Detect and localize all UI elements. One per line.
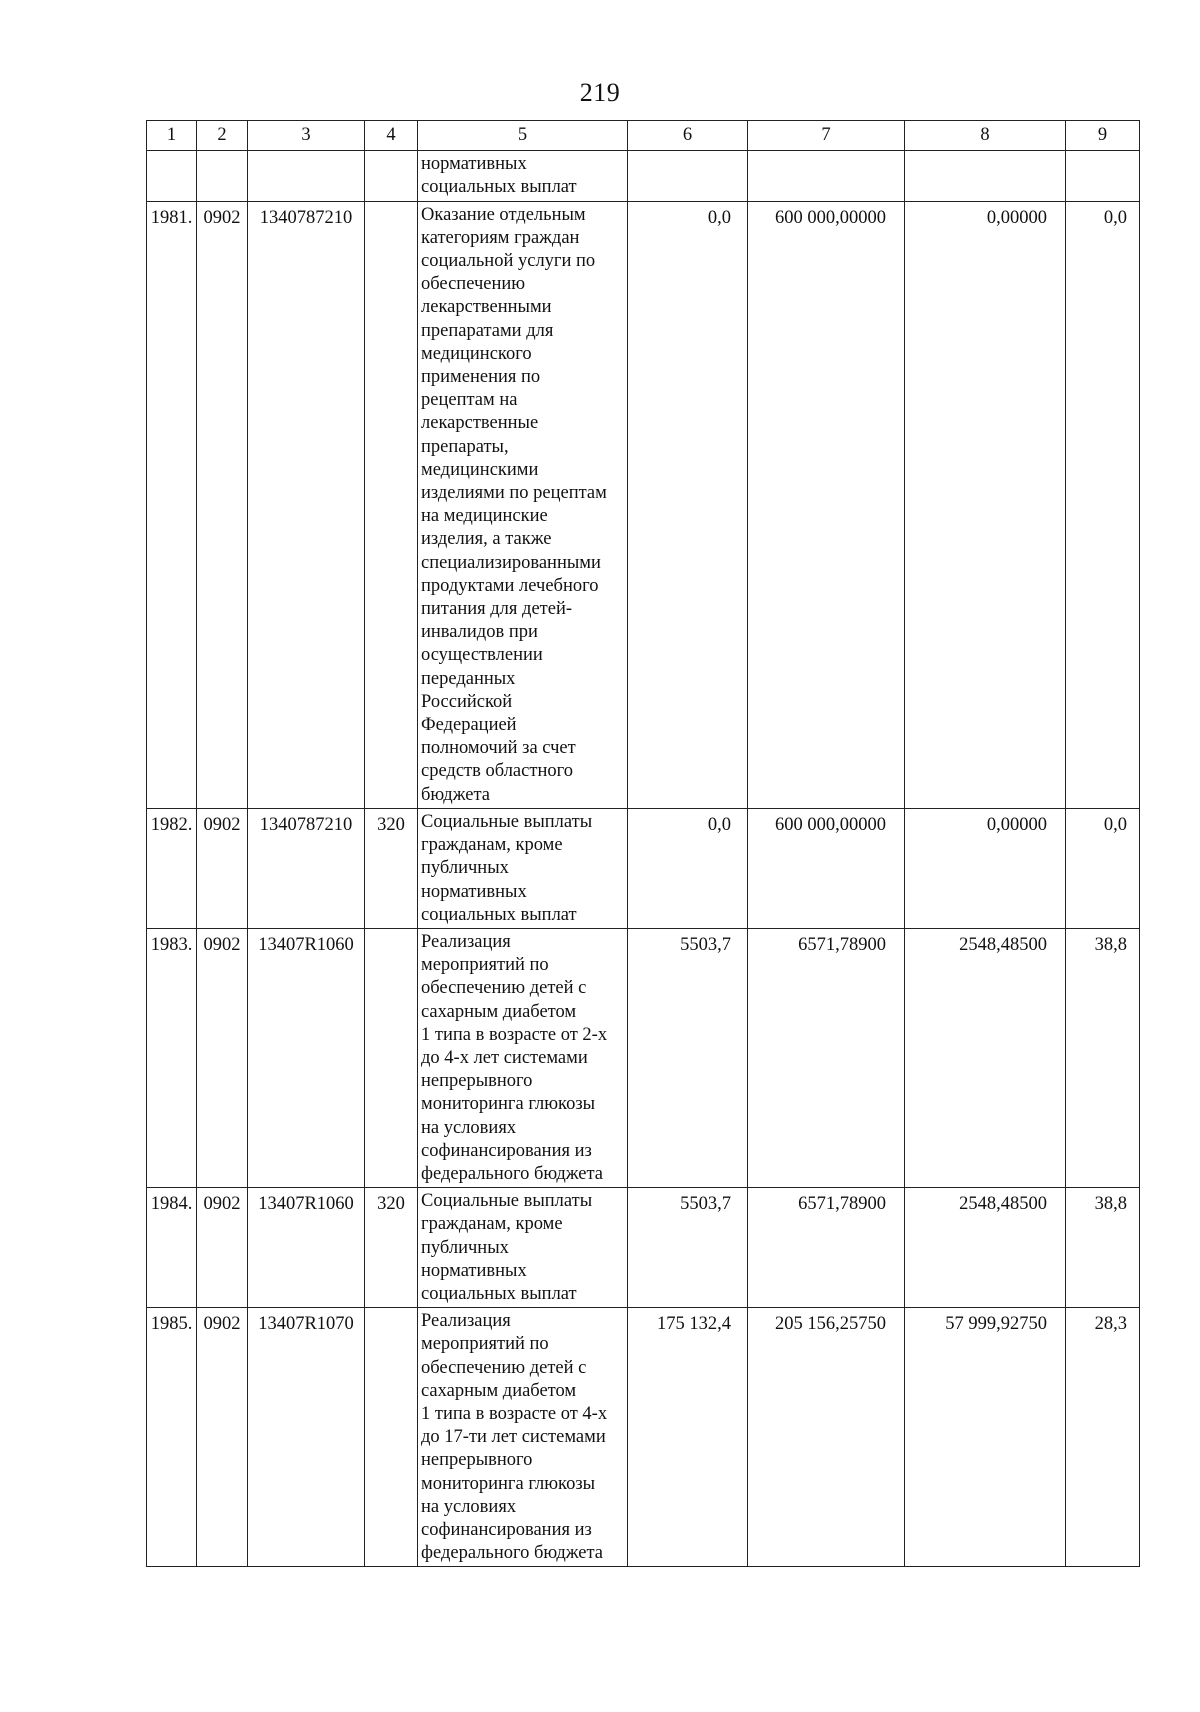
- header-row: [147, 121, 1140, 151]
- value-col6-cell: 0,0: [628, 808, 748, 928]
- table-row: [147, 1188, 1140, 1308]
- expense-type-cell: 320: [365, 808, 418, 928]
- section-code-cell: 0902: [197, 1188, 248, 1308]
- value-col7-cell: 6571,78900: [748, 928, 905, 1187]
- header-cell: 2: [197, 121, 248, 151]
- table-row: [147, 808, 1140, 928]
- header-cell: 4: [365, 121, 418, 151]
- value-col6-cell: 175 132,4: [628, 1308, 748, 1567]
- table-row: [147, 1308, 1140, 1567]
- table-row: [147, 928, 1140, 1187]
- target-article-cell: 13407R1060: [248, 928, 365, 1187]
- section-code-cell: 0902: [197, 201, 248, 808]
- row-number-cell: 1983.: [147, 928, 197, 1187]
- header-cell: 1: [147, 121, 197, 151]
- header-cell: 8: [905, 121, 1066, 151]
- empty-cell: [197, 151, 248, 201]
- header-cell: 3: [248, 121, 365, 151]
- section-code-cell: 0902: [197, 928, 248, 1187]
- description-cell: Оказание отдельным категориям граждан социальной услуги по обеспечению лекарственными препаратами для медицинского применения по рецептам на лекарственные препараты, медицинскими изделиями по рецептам на медицинские изделия, а также специализированными продуктами лечебного питания для детей- инвалидов при осуществлении переданных Российской Федерацией полномочий за счет средств областного бюджета: [418, 201, 628, 808]
- expense-type-cell: [365, 928, 418, 1187]
- header-cell: 5: [418, 121, 628, 151]
- empty-cell: [147, 151, 197, 201]
- value-col8-cell: 2548,48500: [905, 1188, 1066, 1308]
- value-col9-cell: 38,8: [1066, 1188, 1140, 1308]
- budget-table: [146, 120, 1140, 1567]
- row-number-cell: 1985.: [147, 1308, 197, 1567]
- value-col7-cell: 6571,78900: [748, 1188, 905, 1308]
- target-article-cell: 1340787210: [248, 808, 365, 928]
- empty-cell: [248, 151, 365, 201]
- target-article-cell: 1340787210: [248, 201, 365, 808]
- section-code-cell: 0902: [197, 808, 248, 928]
- value-col7-cell: 600 000,00000: [748, 201, 905, 808]
- target-article-cell: 13407R1070: [248, 1308, 365, 1567]
- header-cell: 6: [628, 121, 748, 151]
- value-col7-cell: 205 156,25750: [748, 1308, 905, 1567]
- value-col6-cell: 0,0: [628, 201, 748, 808]
- target-article-cell: 13407R1060: [248, 1188, 365, 1308]
- section-code-cell: 0902: [197, 1308, 248, 1567]
- description-cell: Реализация мероприятий по обеспечению детей с сахарным диабетом 1 типа в возрасте от 4-х до 17-ти лет системами непрерывного мониторинга глюкозы на условиях софинансирования из федерального бюджета: [418, 1308, 628, 1567]
- value-col8-cell: 0,00000: [905, 201, 1066, 808]
- value-col8-cell: 2548,48500: [905, 928, 1066, 1187]
- continuation-row: [147, 151, 1140, 201]
- value-col9-cell: 38,8: [1066, 928, 1140, 1187]
- empty-cell: [1066, 151, 1140, 201]
- value-col9-cell: 0,0: [1066, 201, 1140, 808]
- table-row: [147, 201, 1140, 808]
- row-number-cell: 1981.: [147, 201, 197, 808]
- page-number: 219: [579, 78, 621, 107]
- expense-type-cell: 320: [365, 1188, 418, 1308]
- header-cell: 9: [1066, 121, 1140, 151]
- value-col6-cell: 5503,7: [628, 1188, 748, 1308]
- description-cell: Социальные выплаты гражданам, кроме публичных нормативных социальных выплат: [418, 808, 628, 928]
- value-col7-cell: 600 000,00000: [748, 808, 905, 928]
- empty-cell: [365, 151, 418, 201]
- description-cell: нормативных социальных выплат: [418, 151, 628, 201]
- empty-cell: [628, 151, 748, 201]
- value-col6-cell: 5503,7: [628, 928, 748, 1187]
- expense-type-cell: [365, 201, 418, 808]
- value-col9-cell: 28,3: [1066, 1308, 1140, 1567]
- empty-cell: [905, 151, 1066, 201]
- empty-cell: [748, 151, 905, 201]
- description-cell: Социальные выплаты гражданам, кроме публичных нормативных социальных выплат: [418, 1188, 628, 1308]
- row-number-cell: 1982.: [147, 808, 197, 928]
- value-col8-cell: 57 999,92750: [905, 1308, 1066, 1567]
- row-number-cell: 1984.: [147, 1188, 197, 1308]
- expense-type-cell: [365, 1308, 418, 1567]
- description-cell: Реализация мероприятий по обеспечению детей с сахарным диабетом 1 типа в возрасте от 2-х до 4-х лет системами непрерывного мониторинга глюкозы на условиях софинансирования из федерального бюджета: [418, 928, 628, 1187]
- header-cell: 7: [748, 121, 905, 151]
- value-col8-cell: 0,00000: [905, 808, 1066, 928]
- value-col9-cell: 0,0: [1066, 808, 1140, 928]
